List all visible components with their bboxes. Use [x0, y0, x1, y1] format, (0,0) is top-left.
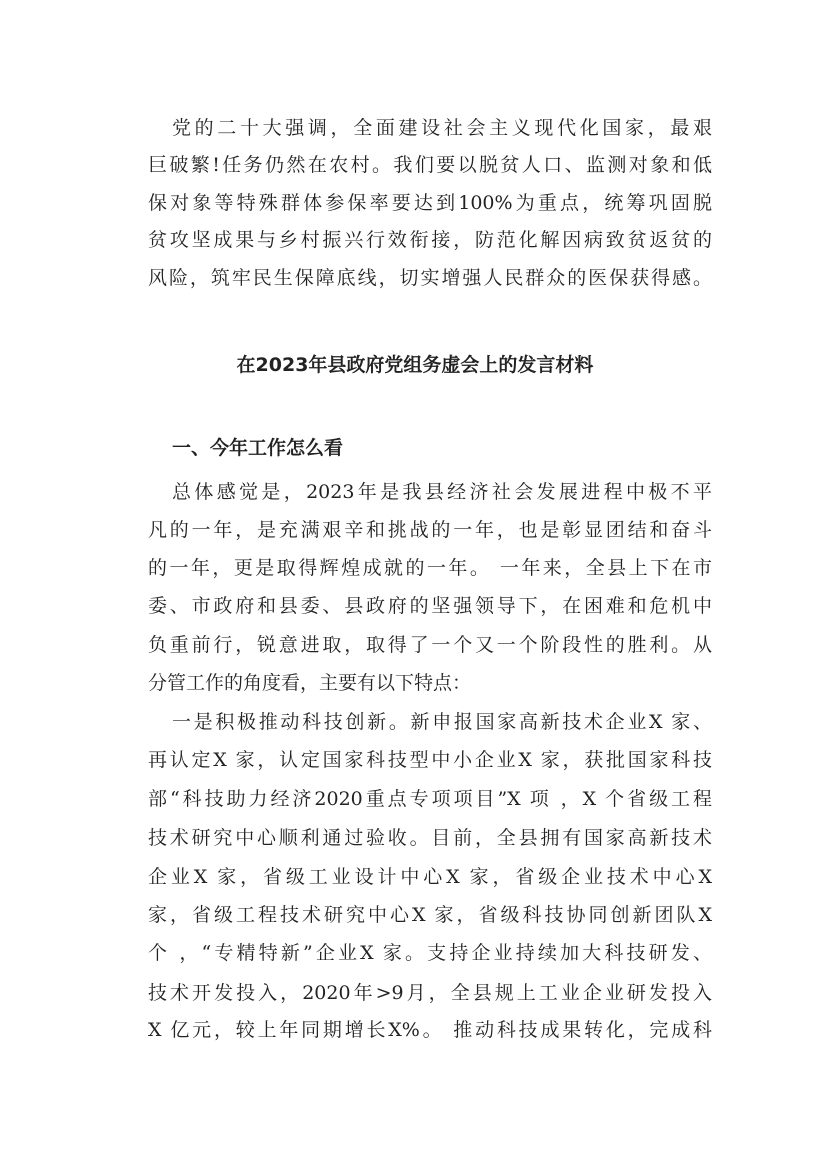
text-line: X 亿元，较上年同期增长X%。 推动科技成果转化，完成科	[148, 1019, 712, 1041]
text-line: 家，省级工程技术研究中心X 家，省级科技协同创新团队X	[148, 904, 712, 926]
text-line: 个 ，“专精特新”企业X 家。支持企业持续加大科技研发、	[148, 942, 712, 964]
section-heading: 一、今年工作怎么看	[172, 437, 344, 459]
text-line: 委、市政府和县委、县政府的坚强领导下，在困难和危机中	[148, 595, 712, 617]
text-line: 的一年，更是取得辉煌成就的一年。 一年来，全县上下在市	[148, 557, 712, 579]
text-line: 保对象等特殊群体参保率要达到100%为重点，统筹巩固脱	[148, 192, 712, 214]
text-line: 一是积极推动科技创新。新申报国家高新技术企业X 家、	[172, 711, 712, 733]
text-line: 凡的一年，是充满艰辛和挑战的一年，也是彰显团结和奋斗	[148, 519, 712, 541]
text-line: 企业X 家，省级工业设计中心X 家，省级企业技术中心X	[148, 866, 712, 888]
text-line: 风险，筑牢民生保障底线，切实增强人民群众的医保获得感。	[148, 267, 712, 289]
text-line: 技术开发投入，2020年>9月，全县规上工业企业研发投入	[148, 982, 712, 1004]
text-line: 技术研究中心顺利通过验收。目前，全县拥有国家高新技术	[148, 827, 712, 849]
document-title: 在2023年县政府党组务虚会上的发言材料	[236, 354, 594, 376]
text-line: 贫攻坚成果与乡村振兴行效衔接，防范化解因病致贫返贫的	[148, 229, 712, 251]
text-line: 党的二十大强调，全面建设社会主义现代化国家，最艰	[172, 117, 712, 139]
text-line: 总体感觉是，2023年是我县经济社会发展进程中极不平	[172, 481, 712, 503]
text-line: 再认定X 家，认定国家科技型中小企业X 家，获批国家科技	[148, 749, 712, 771]
text-line: 部“科技助力经济2020重点专项项目”X 项 ，X 个省级工程	[148, 788, 712, 810]
text-line: 负重前行，锐意进取，取得了一个又一个阶段性的胜利。从	[148, 634, 712, 656]
text-line: 分管工作的角度看，主要有以下特点：	[148, 672, 472, 694]
text-line: 巨破繁!任务仍然在农村。我们要以脱贫人口、监测对象和低	[148, 154, 712, 176]
